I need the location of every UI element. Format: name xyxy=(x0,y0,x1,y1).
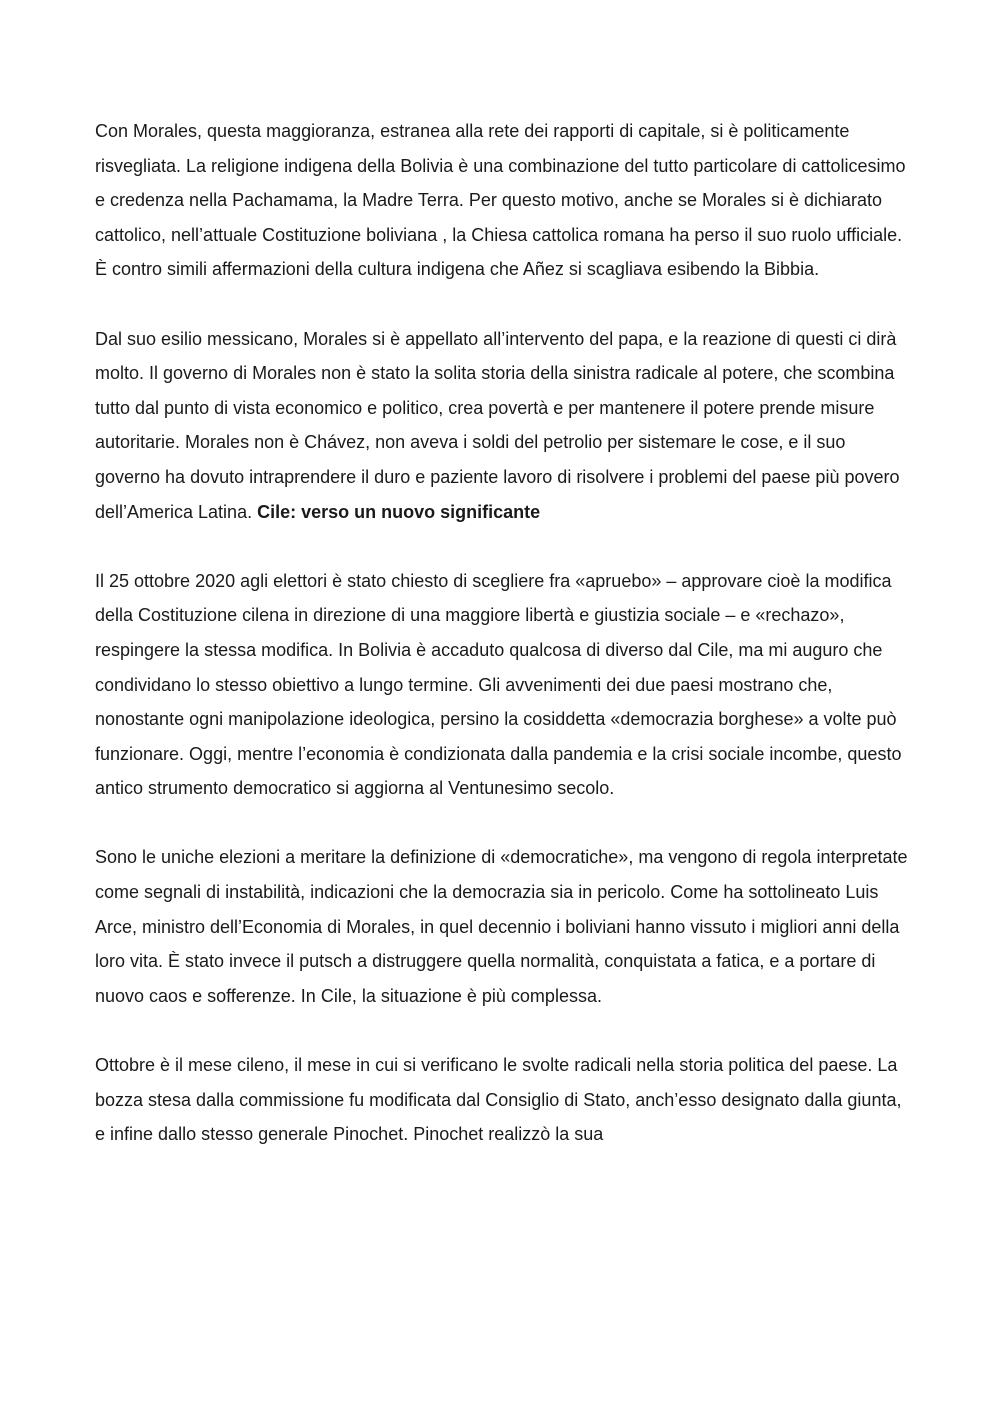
paragraph-5 xyxy=(95,1048,910,1152)
section-heading-cile: Cile: verso un nuovo significante xyxy=(257,501,541,522)
paragraph-2 xyxy=(95,322,910,530)
paragraph-1-text: Con Morales, questa maggioranza, estranea alla rete dei rapporti di capitale, si è politicamente risvegliata. La religione indigena della Bolivia è una combinazione del tutto particolare di cattolicesimo e credenza nella Pachamama, la Madre Terra. Per questo motivo, anche se Morales si è dichiarato cattolico, nell’attuale Costituzione boliviana , la Chiesa cattolica romana ha perso il suo ruolo ufficiale. È contro simili affermazioni della cultura indigena che Añez si scagliava esibendo la Bibbia. xyxy=(95,121,906,280)
paragraph-1 xyxy=(95,114,910,287)
paragraph-4-text: Sono le uniche elezioni a meritare la definizione di «democratiche», ma vengono di regola interpretate come segnali di instabilità, indicazioni che la democrazia sia in pericolo. Come ha sottolineato Luis Arce, ministro dell’Economia di Morales, in quel decennio i boliviani hanno vissuto i migliori anni della loro vita. È stato invece il putsch a distruggere quella normalità, conquistata a fatica, e a portare di nuovo caos e sofferenze. In Cile, la situazione è più complessa. xyxy=(95,847,908,1006)
paragraph-2-text: Dal suo esilio messicano, Morales si è appellato all’intervento del papa, e la reazione di questi ci dirà molto. Il governo di Morales non è stato la solita storia della sinistra radicale al potere, che scombina tutto dal punto di vista economico e politico, crea povertà e per mantenere il potere prende misure autoritarie. Morales non è Chávez, non aveva i soldi del petrolio per sistemare le cose, e il suo governo ha dovuto intraprendere il duro e paziente lavoro di risolvere i problemi del paese più povero dell’America Latina. xyxy=(95,328,900,522)
paragraph-3 xyxy=(95,564,910,806)
paragraph-4 xyxy=(95,840,910,1013)
body-text xyxy=(95,114,910,1186)
paragraph-3-text: Il 25 ottobre 2020 agli elettori è stato chiesto di scegliere fra «apruebo» – approvare cioè la modifica della Costituzione cilena in direzione di una maggiore libertà e giustizia sociale – e «rechazo», respingere la stessa modifica. In Bolivia è accaduto qualcosa di diverso dal Cile, ma mi auguro che condividano lo stesso obiettivo a lungo termine. Gli avvenimenti dei due paesi mostrano che, nonostante ogni manipolazione ideologica, persino la cosiddetta «democrazia borghese» a volte può funzionare. Oggi, mentre l’economia è condizionata dalla pandemia e la crisi sociale incombe, questo antico strumento democratico si aggiorna al Ventunesimo secolo. xyxy=(95,570,902,799)
paragraph-5-text: Ottobre è il mese cileno, il mese in cui si verificano le svolte radicali nella storia politica del paese. La bozza stesa dalla commissione fu modificata dal Consiglio di Stato, anch’esso designato dalla giunta, e infine dallo stesso generale Pinochet. Pinochet realizzò la sua xyxy=(95,1055,902,1145)
